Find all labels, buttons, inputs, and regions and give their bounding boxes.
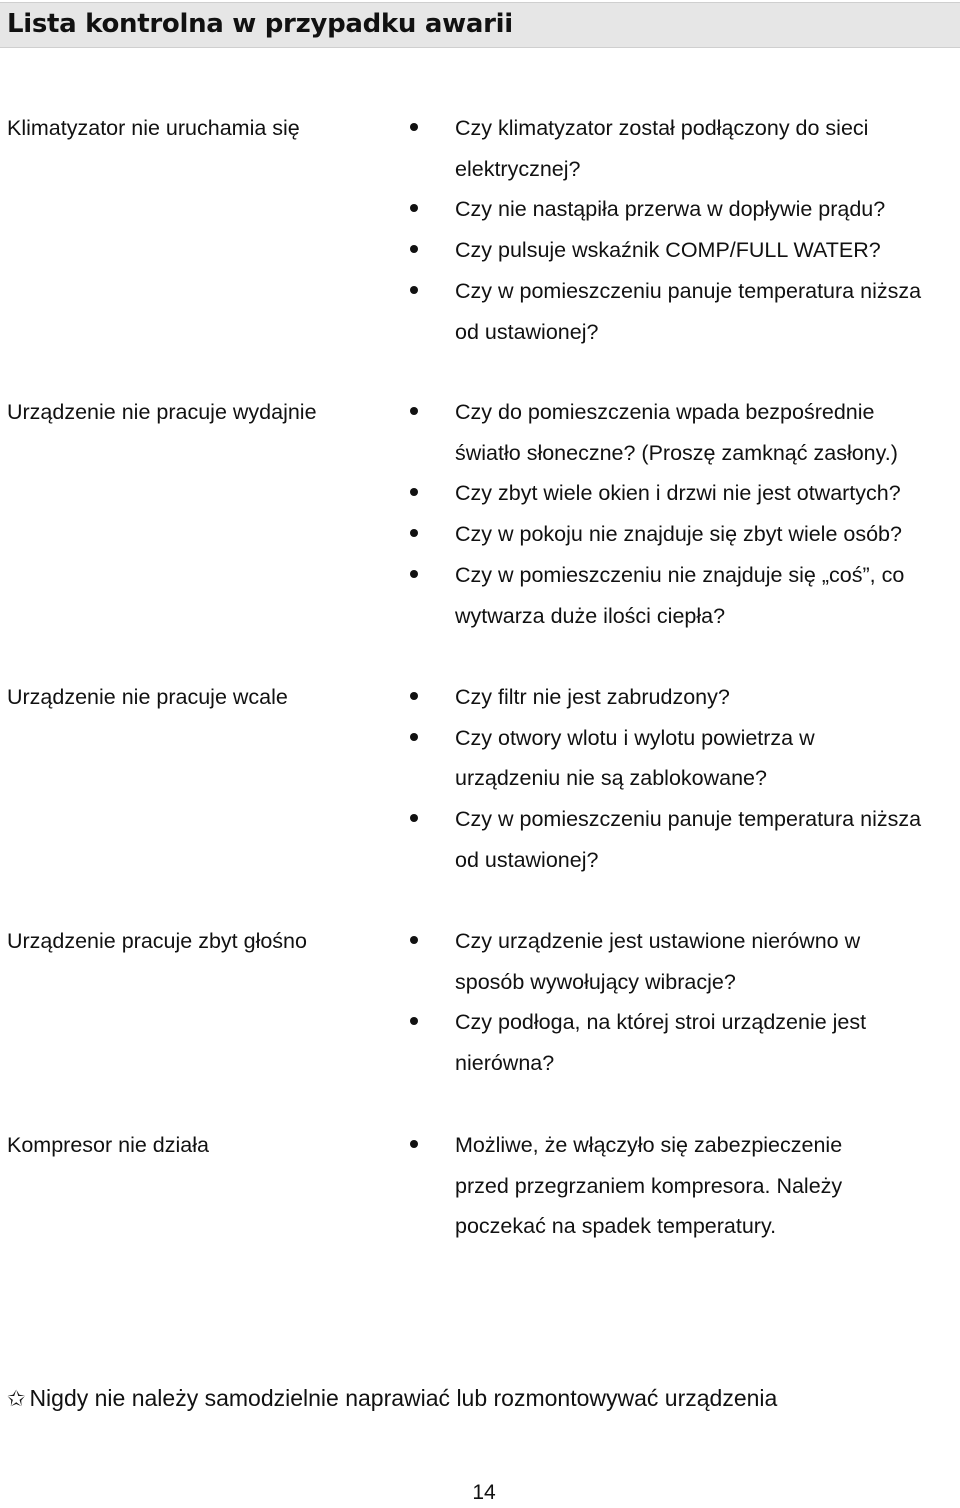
check-item [0,718,960,799]
check-text: Czy otwory wlotu i wylotu powietrza w urządzeniu nie są zablokowane? [455,725,815,791]
check-list [0,921,960,1084]
check-item [0,108,960,189]
bullet-icon [410,286,418,294]
check-text: Czy w pomieszczeniu panuje temperatura niższa od ustawionej? [455,278,922,344]
check-text: Czy do pomieszczenia wpada bezpośrednie światło słoneczne? (Proszę zamknąć zasłony.) [455,400,898,465]
problem-label: Klimatyzator nie uruchamia się [7,116,300,140]
check-item [0,921,960,1002]
problem-label: Kompresor nie działa [7,1133,209,1157]
bullet-icon [410,488,418,496]
bullet-icon [410,692,418,700]
bullet-icon [410,570,418,578]
check-text: Czy w pomieszczeniu panuje temperatura niższa od ustawionej? [455,807,922,872]
bullet-icon [410,529,418,537]
check-item [0,677,960,718]
check-list [0,1125,960,1247]
warning-note [7,1378,777,1420]
check-text: Czy klimatyzator został podłączony do sieci elektrycznej? [455,116,869,181]
bullet-icon [410,1140,418,1148]
problem-label: Urządzenie nie pracuje wydajnie [7,400,317,424]
check-text: Czy w pomieszczeniu nie znajduje się „coś”, co wytwarza duże ilości ciepła? [455,562,905,628]
check-item [0,230,960,271]
title-bar [0,2,960,48]
check-list [0,392,960,636]
check-text: Możliwe, że włączyło się zabezpieczenie przed przegrzaniem kompresora. Należy poczekać na spadek temperatury. [455,1133,843,1239]
check-text: Czy podłoga, na której stroi urządzenie jest nierówna? [455,1010,867,1076]
check-item [0,392,960,473]
warning-text: Nigdy nie należy samodzielnie naprawiać lub rozmontowywać urządzenia [29,1385,778,1411]
bullet-icon [410,245,418,253]
check-item [0,1002,960,1083]
check-item [0,189,960,230]
check-text: Czy w pokoju nie znajduje się zbyt wiele osób? [455,522,902,547]
page-number: 14 [472,1481,496,1504]
check-item [0,555,960,636]
page-title: Lista kontrolna w przypadku awarii [7,9,513,39]
bullet-icon [410,814,418,822]
bullet-icon [410,123,418,131]
bullet-icon [410,204,418,212]
check-text: Czy zbyt wiele okien i drzwi nie jest otwartych? [455,481,901,506]
check-text: Czy nie nastąpiła przerwa w dopływie prądu? [455,197,886,222]
bullet-icon [410,1017,418,1025]
problem-label: Urządzenie nie pracuje wcale [7,685,288,709]
check-item [0,799,960,880]
bullet-icon [410,733,418,741]
check-list [0,677,960,881]
problem-label: Urządzenie pracuje zbyt głośno [7,929,307,953]
check-item [0,473,960,514]
star-outline-icon: ✩ [7,1387,26,1412]
check-text: Czy urządzenie jest ustawione nierówno w sposób wywołujący wibracje? [455,929,861,994]
check-item [0,1125,960,1247]
check-item [0,514,960,555]
bullet-icon [410,407,418,415]
check-text: Czy filtr nie jest zabrudzony? [455,685,730,709]
check-list [0,108,960,352]
check-item [0,271,960,352]
bullet-icon [410,936,418,944]
check-text: Czy pulsuje wskaźnik COMP/FULL WATER? [455,238,881,263]
